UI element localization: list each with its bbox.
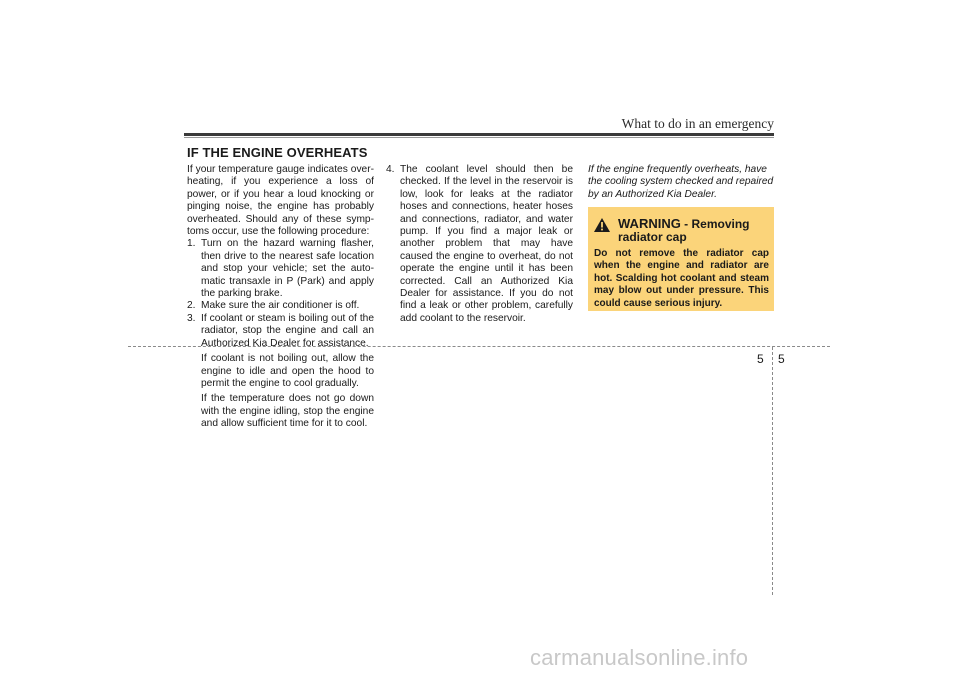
column-3: [588, 164, 775, 201]
column-2: [386, 164, 573, 325]
overheat-note: If the engine frequently overheats, have the cooling system checked and repaired by an Authorized Kia Dealer.: [588, 164, 774, 200]
warning-box: [588, 207, 774, 311]
page-number: 5: [778, 352, 785, 366]
warning-header: [594, 217, 769, 244]
step-text: Turn on the hazard warning flasher, then drive to the nearest safe location and stop your vehicle; set the auto-matic transaxle in P (Park) and apply the parking brake.: [201, 238, 374, 300]
step-3-paragraph-1: If coolant is not boiling out, allow the engine to idle and open the hood to permit the engine to cool gradually.: [201, 353, 374, 389]
step-number: 4.: [386, 164, 395, 175]
page-number-divider: [772, 347, 773, 595]
warning-label: WARNING: [618, 216, 681, 231]
step-4: [386, 164, 573, 325]
step-text: The coolant level should then be checked. If the level in the reservoir is low, look for leaks at the radiator hoses and connections, heater hoses and connections, radiator, and water pump. If you find a major leak or another problem that may have caused the engine to overheat, do not operate the engine until it has been corrected. Call an Authorized Kia Dealer for assistance. If you do not find a leak or other problem, carefully add coolant to the reservoir.: [400, 164, 573, 324]
header-rule: [184, 133, 774, 136]
step-text: Make sure the air conditioner is off.: [201, 300, 360, 312]
step-number: 1.: [187, 238, 196, 250]
watermark: carmanualsonline.info: [530, 645, 749, 670]
warning-body: Do not remove the radiator cap when the engine and radiator are hot. Scalding hot coolant and steam may blow out under pressure. This could cause serious injury.: [594, 248, 769, 309]
step-text: If coolant or steam is boiling out of the radiator, stop the engine and call an Authorized Kia Dealer for assistance.: [201, 312, 374, 349]
column-1: [187, 164, 374, 431]
step-3-paragraph-2: If the temperature does not go down with the engine idling, stop the engine and allow sufficient time for it to cool.: [201, 393, 374, 430]
warning-title: [618, 217, 769, 244]
footer-rule: [128, 346, 830, 347]
running-header-title: What to do in an emergency: [621, 116, 774, 131]
step-2: [187, 300, 374, 312]
header-rule-thin: [184, 137, 774, 138]
step-number: 2.: [187, 300, 196, 312]
step-3: [187, 313, 374, 350]
step-number: 3.: [187, 312, 196, 324]
chapter-number: 5: [757, 352, 764, 366]
section-heading: IF THE ENGINE OVERHEATS: [187, 145, 368, 160]
step-1: [187, 238, 374, 300]
warning-triangle-icon: [594, 218, 610, 232]
warning-subtitle: - Removing radiator cap: [618, 217, 750, 244]
intro-paragraph: If your temperature gauge indicates over-heating, if you experience a loss of power, or if you hear a loud knocking or pinging noise, the engine has probably overheated. Should any of these symp-toms occur, use the following procedure:: [187, 164, 374, 238]
